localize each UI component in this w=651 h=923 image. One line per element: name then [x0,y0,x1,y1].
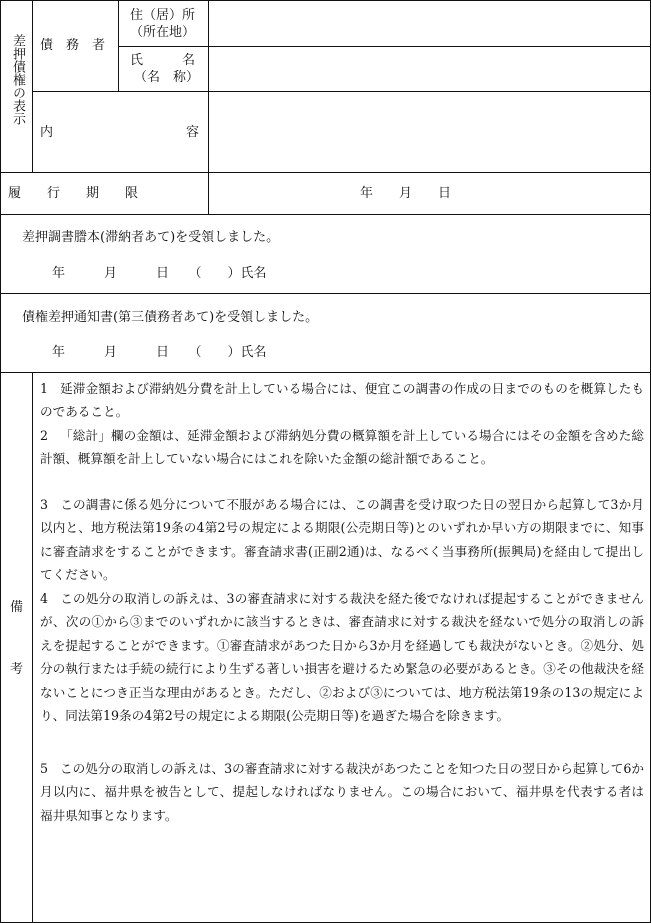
receipt-statement-third-party: 債権差押通知書(第三債務者あて)を受領しました。 [22,310,319,325]
address-label-sub: （所在地） [130,25,196,40]
remark-number: 4 [40,591,49,606]
remark-item-2 [40,424,644,471]
remark-text: この処分の取消しの訴えは、3の審査請求に対する裁決があつたことを知つた日の翌日から起算して6か月以内に、福井県を被告として、提起しなければなりません。この場合において、福井県を代表する者は福井県知事となります。 [40,761,644,823]
remark-number: 3 [40,497,49,512]
remarks-label-2: 考 [10,662,24,677]
content-label-left: 内 [40,125,54,140]
deadline-date: 年 月 日 [360,186,452,201]
remark-item-4 [40,587,644,727]
border-left [0,0,1,923]
remark-number: 2 [40,428,49,443]
divider-remarks-label [32,372,33,923]
divider-deadline-receipt [0,214,651,215]
remark-item-1 [40,377,644,424]
remark-text: この処分の取消しの訴えは、3の審査請求に対する裁決を経た後でなければ提起することができませんが、次の①から③までのいずれかに該当するときは、審査請求に対する裁決を経ないで処分の取消しの訴えを提起することができます。①審査請求があつた日から3か月を経過しても裁決がないとき。②処分、処分の執行または手続の続行により生ずる著しい損害を避けるため緊急の必要があるとき。③その他裁決を経ないことにつき正当な理由があるとき。ただし、②および③については、地方税法第19条の13の規定により、同法第19条の4第2号の規定による期限(公売期日等)を過ぎた場合を除きます。 [40,591,644,724]
name-label: 氏 名 [130,53,196,68]
remark-number: 1 [40,381,49,396]
address-label: 住（居）所 [130,8,196,23]
deadline-label: 履 行 期 限 [8,186,139,201]
receipt-signature-line-delinquent: 年 月 日 （ ）氏名 [52,266,267,281]
remark-item-3 [40,493,644,587]
divider-content-deadline [0,172,651,173]
divider-section-label [32,0,33,172]
seized-claim-section-label: 差押債権の表示 [10,34,25,125]
remark-text: 延滞金額および滞納処分費を計上している場合には、便宜この調書の作成の日までのものを概算したものであること。 [40,381,644,420]
remark-text: 「総計」欄の金額は、延滞金額および滞納処分費の概算額を計上している場合にはその金額を含めた総計額、概算額を計上していない場合にはこれを除いた金額の総計額であること。 [40,428,644,467]
debtor-label: 債 務 者 [40,38,106,53]
divider-value-column [208,0,209,214]
remark-number: 5 [40,761,49,776]
remark-item-5 [40,757,644,827]
remark-text: この調書に係る処分について不服がある場合には、この調書を受け取つた日の翌日から起算して3か月以内と、地方税法第19条の4第2号の規定による期限(公売期日等)とのいずれか早い方の期限までに、知事に審査請求をすることができます。審査請求書(正副2通)は、なるべく当事務所(振興局)を経由して提出してください。 [40,497,644,583]
border-top [0,0,651,1]
content-label-right: 容 [186,125,200,140]
divider-receipt-remarks [0,372,651,373]
receipt-statement-delinquent: 差押調書謄本(滞納者あて)を受領しました。 [22,230,280,245]
remarks-label-1: 備 [10,600,24,615]
divider-receipts [0,293,651,294]
name-label-sub: （名 称） [134,70,200,85]
divider-debtor-content [32,91,651,92]
receipt-signature-line-third-party: 年 月 日 （ ）氏名 [52,345,267,360]
divider-address-name [118,46,651,47]
